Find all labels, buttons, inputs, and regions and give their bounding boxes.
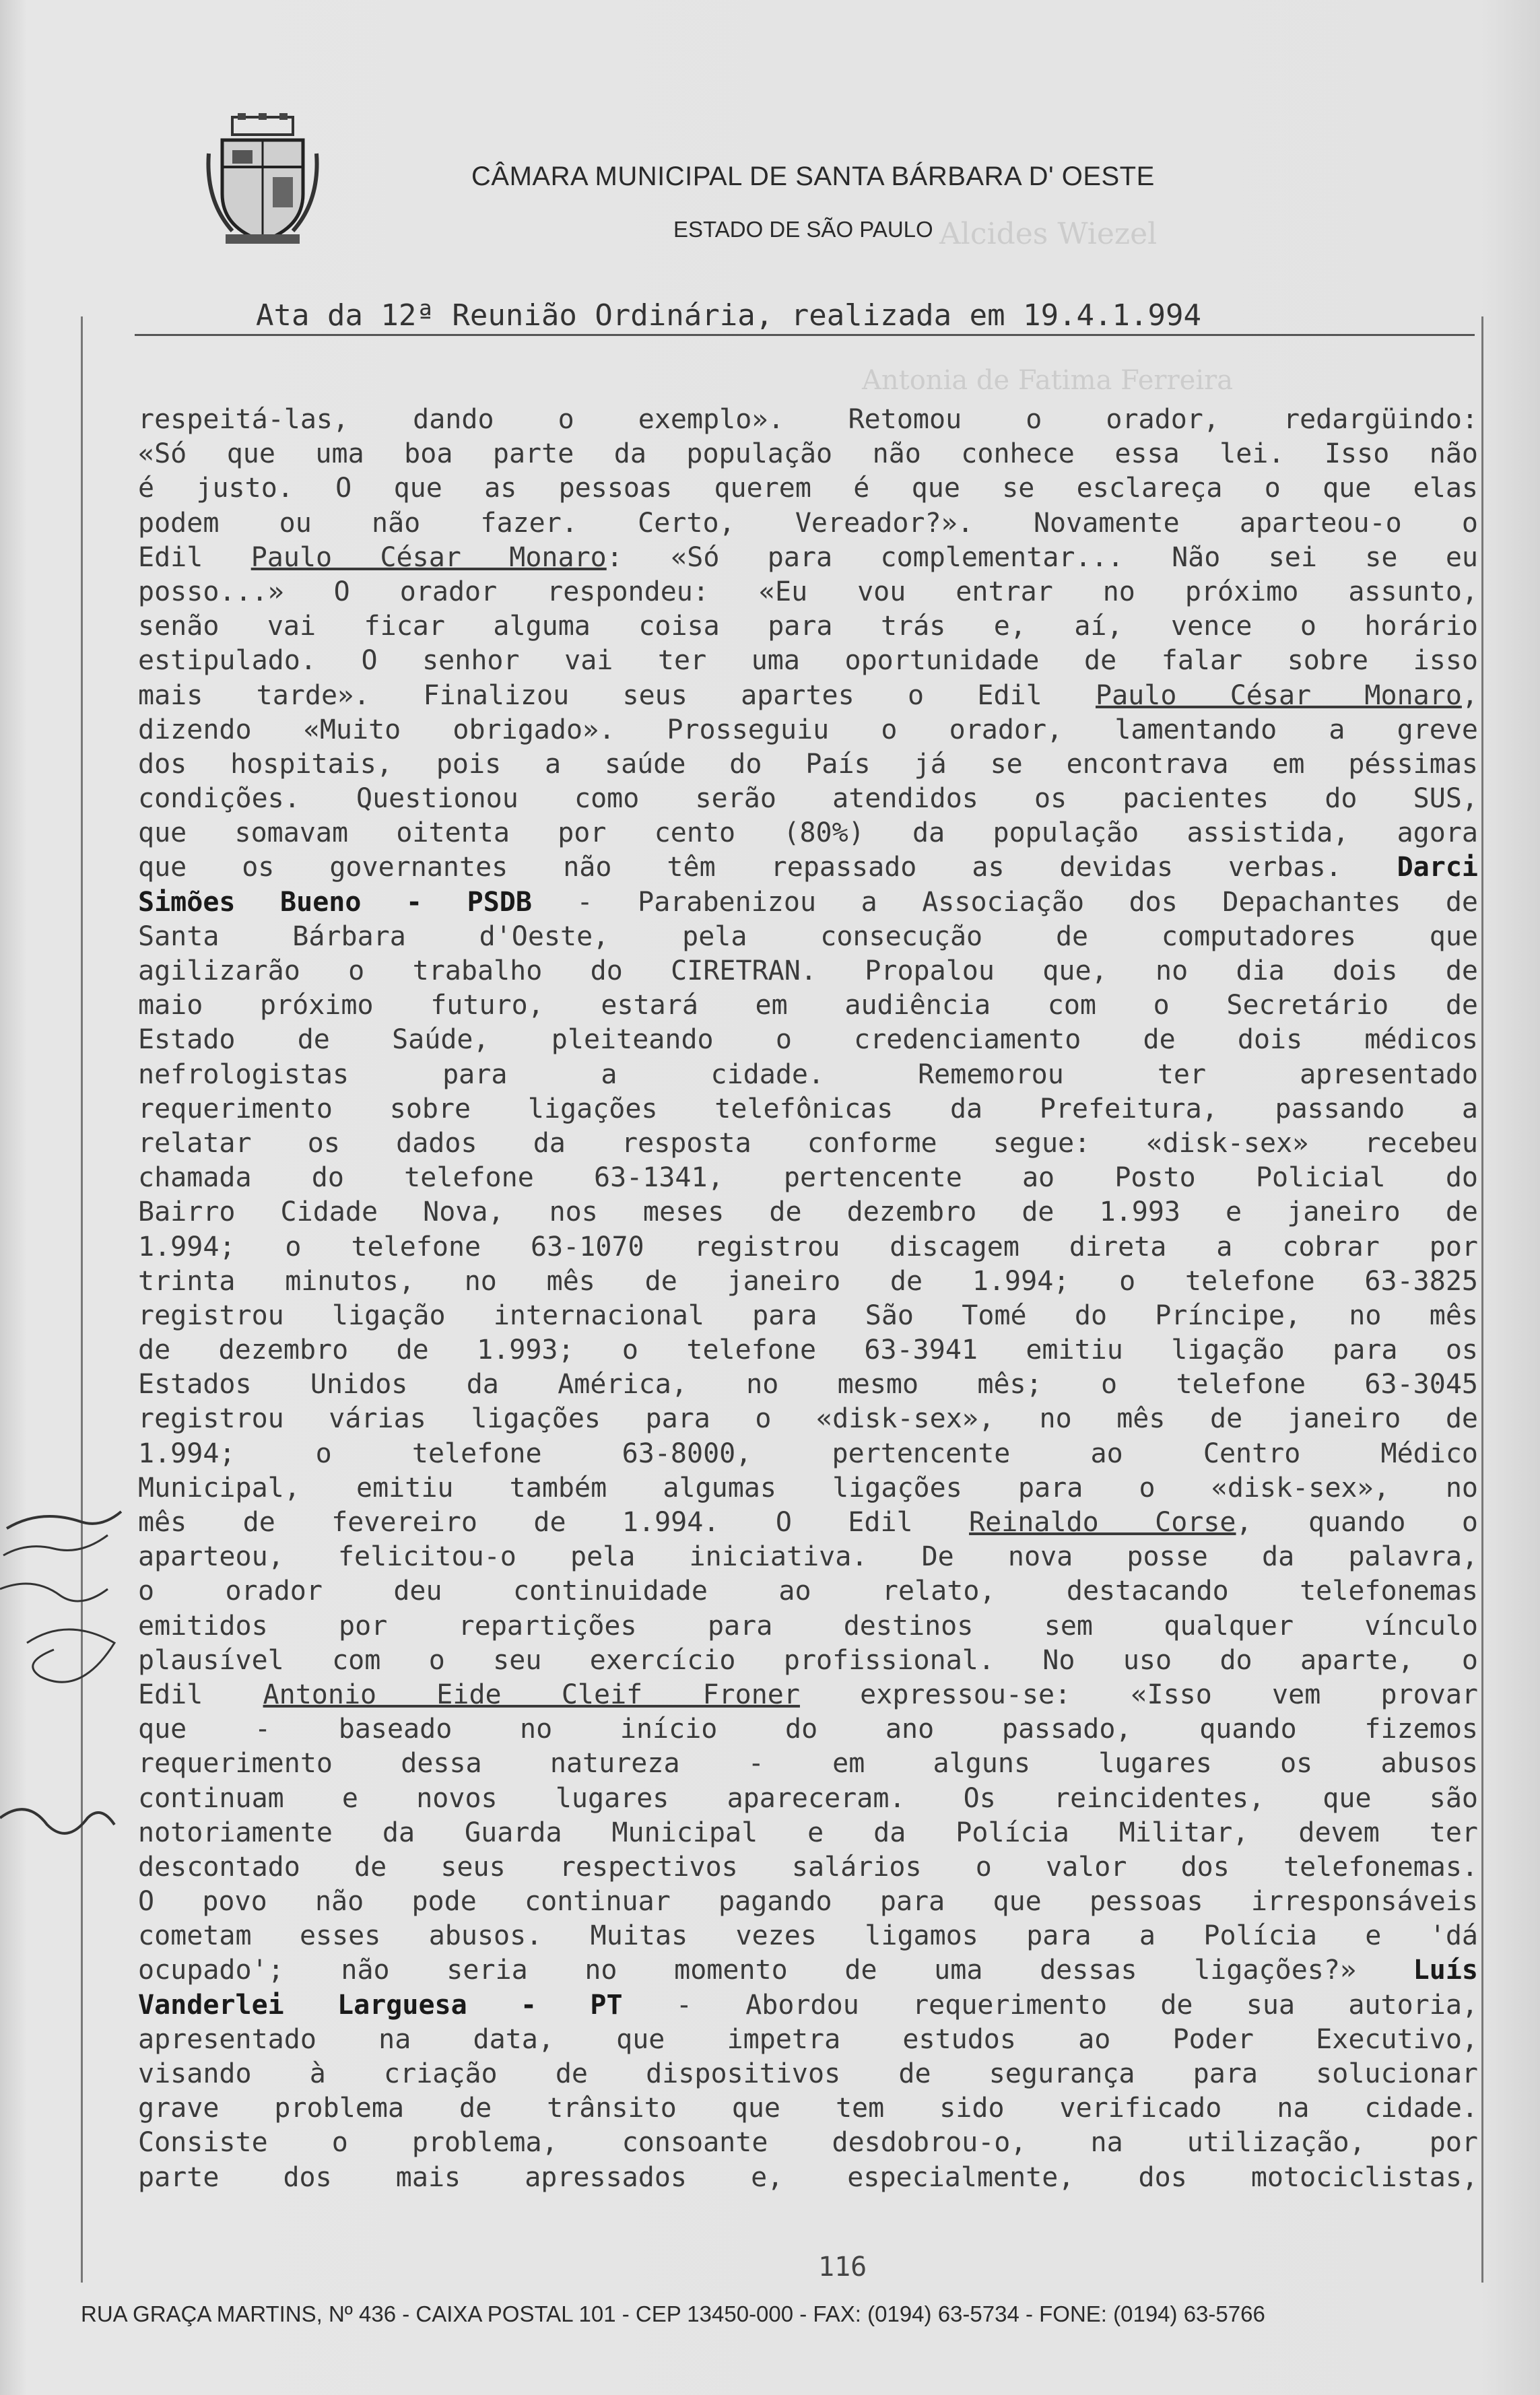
text-line (138, 1264, 1478, 1299)
line-text: de dezembro de 1.993; o telefone 63-3941 emitiu ligação para os (138, 1335, 1478, 1366)
line-text: Santa Bárbara d'Oeste, pela consecução de computadores que (138, 920, 1478, 952)
minutes-heading: Ata da 12ª Reunião Ordinária, realizada em 19.4.1.994 (256, 298, 1201, 333)
text-line (138, 1816, 1478, 1850)
line-text: Edil (138, 1679, 263, 1710)
text-line (138, 1471, 1478, 1506)
line-text: - Parabenizou a Associação dos Depachantes de (531, 886, 1478, 918)
line-text: - Abordou requerimento de sua autoria, (622, 1989, 1478, 2021)
line-text: Bairro Cidade Nova, nos meses de dezembro de 1.993 e janeiro de (138, 1196, 1478, 1228)
text-line (138, 1540, 1478, 1574)
text-line (138, 1919, 1478, 1953)
text-line (138, 1574, 1478, 1609)
text-line (138, 609, 1478, 644)
line-text: O povo não pode continuar pagando para que pessoas irresponsáveis (138, 1886, 1478, 1918)
text-line (138, 506, 1478, 541)
line-text: Estados Unidos da América, no mesmo mês; o telefone 63-3045 (138, 1369, 1478, 1401)
text-line (138, 437, 1478, 471)
line-text: «Só que uma boa parte da população não conhece essa lei. Isso não (138, 438, 1478, 470)
line-text: 1.994; o telefone 63-8000, pertencente ao Centro Médico (138, 1438, 1478, 1469)
text-line (138, 1712, 1478, 1747)
line-text: Consiste o problema, consoante desdobrou-o, na utilização, por (138, 2127, 1478, 2159)
councillor-name: Antonio Eide Cleif Froner (263, 1679, 800, 1710)
line-text: Municipal, emitiu também algumas ligações para o «disk-sex», no (138, 1472, 1478, 1504)
text-line (138, 471, 1478, 506)
heading-rule (135, 334, 1475, 336)
speaker-name: Simões Bueno - PSDB (138, 886, 532, 918)
text-line (138, 1953, 1478, 1988)
line-text: ocupado'; não seria no momento de uma dessas ligações?» (138, 1955, 1413, 1986)
text-line (138, 1437, 1478, 1471)
line-text: é justo. O que as pessoas querem é que se esclareça o que elas (138, 473, 1478, 504)
line-text: requerimento dessa natureza - em alguns lugares os abusos (138, 1748, 1478, 1780)
show-through-text: Alcides Wiezel (939, 217, 1158, 251)
line-text: que os governantes não têm repassado as devidas verbas. (138, 852, 1397, 883)
line-text: , quando o (1236, 1507, 1478, 1538)
text-line (138, 1023, 1478, 1057)
councillor-name: Reinaldo Corse (969, 1507, 1236, 1538)
text-line (138, 2023, 1478, 2057)
line-text: o orador deu continuidade ao relato, destacando telefonemas (138, 1576, 1478, 1607)
text-line (138, 679, 1478, 713)
speaker-name: Darci (1397, 852, 1478, 883)
line-text: emitidos por repartições para destinos sem qualquer vínculo (138, 1610, 1478, 1642)
minutes-body (138, 403, 1478, 2195)
line-text: registrou várias ligações para o «disk-sex», no mês de janeiro de (138, 1403, 1478, 1435)
line-text: registrou ligação internacional para São Tomé do Príncipe, no mês (138, 1300, 1478, 1331)
text-line (138, 1161, 1478, 1195)
line-text: descontado de seus respectivos salários o valor dos telefonemas. (138, 1851, 1478, 1883)
line-text: Estado de Saúde, pleiteando o credenciamento de dois médicos (138, 1024, 1478, 1056)
text-line (138, 885, 1478, 920)
page-number: 116 (818, 2252, 867, 2283)
text-line (138, 1850, 1478, 1885)
line-text: continuam e novos lugares apareceram. Os reincidentes, que são (138, 1782, 1478, 1814)
text-line (138, 850, 1478, 885)
text-line (138, 2091, 1478, 2126)
line-text: apresentado na data, que impetra estudos ao Poder Executivo, (138, 2023, 1478, 2055)
text-line (138, 1678, 1478, 1712)
councillor-name: Paulo César Monaro (250, 541, 607, 573)
speaker-name: Vanderlei Larguesa - PT (138, 1989, 623, 2021)
left-margin-rule (81, 316, 83, 2283)
text-line (138, 1126, 1478, 1161)
line-text: plausível com o seu exercício profissional. No uso do aparte, o (138, 1644, 1478, 1676)
address-footer: RUA GRAÇA MARTINS, Nº 436 - CAIXA POSTAL 101 - CEP 13450-000 - FAX: (0194) 63-5734 - FONE: (0194) 63-5766 (81, 2301, 1265, 2326)
text-line (138, 920, 1478, 954)
line-text: requerimento sobre ligações telefônicas da Prefeitura, passando a (138, 1093, 1478, 1124)
text-line (138, 1988, 1478, 2023)
line-text: dizendo «Muito obrigado». Prosseguiu o orador, lamentando a greve (138, 714, 1478, 745)
institution-title: CÂMARA MUNICIPAL DE SANTA BÁRBARA D' OESTE (471, 162, 1155, 191)
line-text: notoriamente da Guarda Municipal e da Polícia Militar, devem ter (138, 1817, 1478, 1848)
text-line (138, 1885, 1478, 1919)
line-text: nefrologistas para a cidade. Rememorou ter apresentado (138, 1058, 1478, 1090)
line-text: senão vai ficar alguma coisa para trás e, aí, vence o horário (138, 611, 1478, 642)
text-line (138, 816, 1478, 850)
text-line (138, 1747, 1478, 1781)
text-line (138, 1058, 1478, 1092)
line-text: agilizarão o trabalho do CIRETRAN. Propalou que, no dia dois de (138, 955, 1478, 986)
line-text: que - baseado no início do ano passado, quando fizemos (138, 1714, 1478, 1745)
line-text: chamada do telefone 63-1341, pertencente ao Posto Policial do (138, 1162, 1478, 1194)
line-text: mais tarde». Finalizou seus apartes o Edil (138, 679, 1096, 711)
text-line (138, 747, 1478, 782)
line-text: cometam esses abusos. Muitas vezes ligamos para a Polícia e 'dá (138, 1920, 1478, 1952)
text-line (138, 575, 1478, 609)
line-text: condições. Questionou como serão atendidos os pacientes do SUS, (138, 783, 1478, 815)
line-text: maio próximo futuro, estará em audiência com o Secretário de (138, 990, 1478, 1021)
text-line (138, 1506, 1478, 1540)
text-line (138, 403, 1478, 437)
line-text: , (1461, 679, 1478, 711)
show-through-text: Antonia de Fatima Ferreira (862, 365, 1234, 396)
text-line (138, 988, 1478, 1023)
text-line (138, 644, 1478, 678)
text-line (138, 1195, 1478, 1229)
institution-subtitle: ESTADO DE SÃO PAULO (673, 217, 933, 242)
text-line (138, 1782, 1478, 1816)
text-line (138, 954, 1478, 988)
line-text: aparteou, felicitou-o pela iniciativa. De nova posse da palavra, (138, 1541, 1478, 1573)
line-text: parte dos mais apressados e, especialmente, dos motociclistas, (138, 2161, 1478, 2193)
line-text: Edil (138, 541, 251, 573)
line-text: podem ou não fazer. Certo, Vereador?». Novamente aparteou-o o (138, 507, 1478, 539)
line-text: visando à criação de dispositivos de segurança para solucionar (138, 2058, 1478, 2089)
text-line (138, 2126, 1478, 2160)
councillor-name: Paulo César Monaro (1096, 679, 1462, 711)
text-line (138, 541, 1478, 575)
right-margin-rule (1481, 316, 1483, 2283)
line-text: mês de fevereiro de 1.994. O Edil (138, 1507, 970, 1538)
text-line (138, 1230, 1478, 1264)
text-line (138, 1299, 1478, 1333)
text-line (138, 2161, 1478, 2195)
text-line (138, 1368, 1478, 1402)
line-text: expressou-se: «Isso vem provar (799, 1679, 1478, 1710)
line-text: respeitá-las, dando o exemplo». Retomou o orador, redargüindo: (138, 404, 1478, 435)
line-text: posso...» O orador respondeu: «Eu vou entrar no próximo assunto, (138, 576, 1478, 607)
line-text: trinta minutos, no mês de janeiro de 1.994; o telefone 63-3825 (138, 1265, 1478, 1297)
text-line (138, 1333, 1478, 1368)
municipal-coat-of-arms-icon (205, 113, 320, 248)
line-text: : «Só para complementar... Não sei se eu (606, 541, 1478, 573)
text-line (138, 1092, 1478, 1126)
speaker-name: Luís (1413, 1955, 1478, 1986)
text-line (138, 2057, 1478, 2091)
text-line (138, 782, 1478, 816)
line-text: grave problema de trânsito que tem sido verificado na cidade. (138, 2093, 1478, 2124)
margin-signatures-icon (0, 1508, 135, 1858)
line-text: estipulado. O senhor vai ter uma oportunidade de falar sobre isso (138, 645, 1478, 677)
text-line (138, 713, 1478, 747)
line-text: dos hospitais, pois a saúde do País já se encontrava em péssimas (138, 748, 1478, 780)
text-line (138, 1609, 1478, 1644)
line-text: 1.994; o telefone 63-1070 registrou discagem direta a cobrar por (138, 1231, 1478, 1262)
line-text: relatar os dados da resposta conforme segue: «disk-sex» recebeu (138, 1127, 1478, 1159)
text-line (138, 1402, 1478, 1436)
text-line (138, 1644, 1478, 1678)
line-text: que somavam oitenta por cento (80%) da população assistida, agora (138, 817, 1478, 849)
